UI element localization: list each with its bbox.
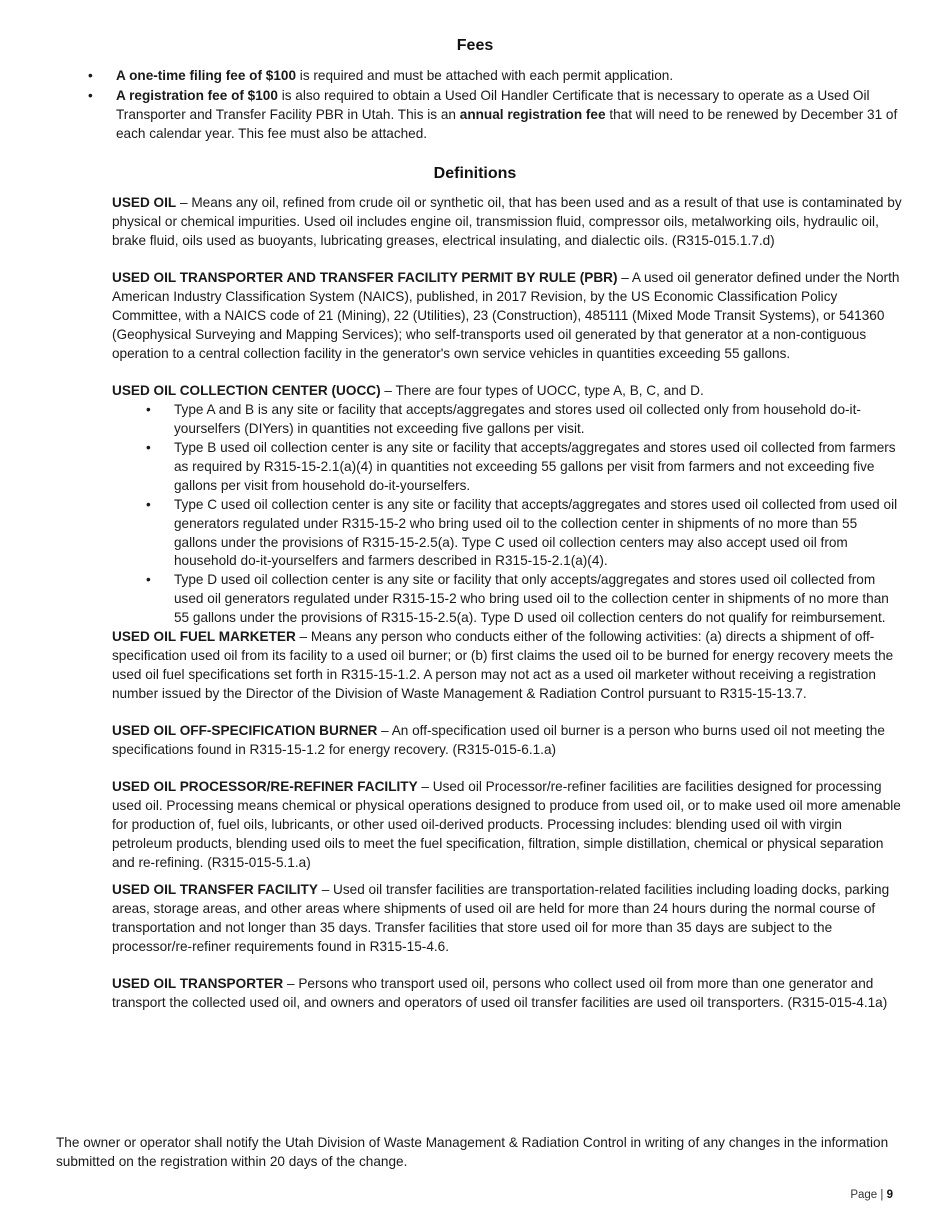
definition-term: USED OIL TRANSFER FACILITY: [112, 882, 318, 897]
bullet-icon: •: [88, 68, 93, 83]
definition-term: USED OIL COLLECTION CENTER (UOCC): [112, 383, 381, 399]
page-number: 9: [886, 1189, 893, 1201]
definition-text: – Used oil Processor/re-refiner facilities are facilities designed for processing used oil. Processing means chemical or physical operations designed to produce from used oil, or to make used oil more amenable for production of, fuel oils, lubricants, or other used oil-derived products. Processing includes: blending used oil with virgin petroleum products, blending used oils to meet the fuel specification, filtration, simple distillation, chemical or physical separation and re-refining. (R315-015-5.1.a): [112, 779, 901, 871]
definition-text: – Means any person who conducts either of the following activities: (a) directs a shipment of off-specification used oil from its facility to a used oil burner; or (b) first claims the used oil to be burned for energy recovery meets the used oil fuel specifications set forth in R315-15-1.2. A person may not act as a used oil marketer without receiving a registration number issued by the Director of the Division of Waste Management & Radiation Control pursuant to R315-15-13.7.: [112, 629, 894, 701]
definition-text: – There are four types of UOCC, type A, B, C, and D.: [380, 383, 704, 399]
definition-term: USED OIL: [112, 195, 177, 210]
uocc-type-text: Type B used oil collection center is any site or facility that accepts/aggregates and stores used oil collected from farmers as required by R315-15-2.1(a)(4) in quantities not exceeding 55 gallons per visit from farmers and not exceeding five gallons per visit from household do-it-yourselfers.: [174, 439, 896, 493]
list-item: [112, 496, 902, 572]
uocc-type-text: Type D used oil collection center is any site or facility that only accepts/aggregates and stores used oil collected from used oil generators regulated under R315-15-2 who bring used oil to the collection center in shipments of no more than 55 gallons under the provisions of R315-15-2.5(a). Type D used oil collection centers do not qualify for reimbursement.: [174, 572, 889, 626]
fee-bold: A one-time filing fee of $100: [116, 68, 297, 83]
definition-text: – A used oil generator defined under the North American Industry Classification System (NAICS), published, in 2017 Revision, by the US Economic Classification Policy Committee, with a NAICS code of 21 (Mining), 22 (Utilities), 23 (Construction), 485111 (Mixed Mode Transit Systems), or 541360 (Geophysical Surveying and Mapping Services); who self-transports used oil generated by that generator at a non-contiguous operation to a central collection facility in the generator's own service vehicles in quantities exceeding 55 gallons.: [112, 270, 900, 361]
list-item: [112, 571, 902, 628]
fee-text: is required and must be attached with each permit application.: [296, 68, 674, 83]
page-footer: [850, 1186, 893, 1205]
page-label: Page |: [850, 1189, 887, 1201]
fee-bold-annual: annual registration fee: [459, 106, 606, 122]
definition-off-spec-burner: [112, 722, 902, 760]
uocc-type-list: [112, 401, 902, 628]
list-item: [88, 67, 900, 86]
bullet-icon: •: [146, 572, 151, 588]
list-item: [88, 87, 900, 144]
bullet-icon: •: [88, 87, 93, 103]
definition-term: USED OIL PROCESSOR/RE-REFINER FACILITY: [112, 779, 418, 795]
uocc-type-text: Type A and B is any site or facility that accepts/aggregates and stores used oil collected only from household do-it-yourselfers (DIYers) in quantities not exceeding five gallons per visit.: [174, 402, 861, 437]
definition-used-oil: [112, 194, 902, 251]
change-notice: The owner or operator shall notify the Utah Division of Waste Management & Radiation Control in writing of any changes in the information submitted on the registration within 20 days of the change.: [56, 1135, 889, 1169]
fees-heading: Fees: [456, 37, 494, 54]
definition-text: – Means any oil, refined from crude oil or synthetic oil, that has been used and as a result of that use is contaminated by physical or chemical impurities. Used oil includes engine oil, transmission fluid, compressor oils, metalworking oils, hydraulic oil, brake fluid, oils used as buoyants, lubricating greases, electrical insulating, and dialectic oils. (R315-015.1.7.d): [112, 195, 902, 248]
definition-text: – Persons who transport used oil, persons who collect used oil from more than one generator and transport the collected used oil, and owners and operators of used oil transfer facilities are used oil transporters. (R315-015-4.1a): [112, 976, 888, 1011]
uocc-type-text: Type C used oil collection center is any site or facility that accepts/aggregates and stores used oil collected from used oil generators regulated under R315-15-2 who bring used oil to the collection center in shipments of no more than 55 gallons under the provisions of R315-15-2.5(a). Type C used oil collection centers may also accept used oil from household do-it-yourselfers and farmers described in R315-15-2.1(a)(4).: [174, 496, 898, 569]
bullet-icon: •: [146, 439, 151, 455]
definition-transfer-facility: [112, 881, 902, 957]
bullet-icon: •: [146, 402, 151, 418]
bullet-icon: •: [146, 496, 151, 512]
list-item: [112, 401, 902, 439]
definition-pbr: [112, 269, 902, 364]
definition-text: – Used oil transfer facilities are transportation-related facilities including loading docks, parking areas, storage areas, and other areas where shipments of used oil are held for more than 24 hours during the normal course of transportation and not longer than 35 days. Transfer facilities that store used oil for more than 35 days are subject to the processor/re-refiner requirements found in R315-15-4.6.: [112, 882, 890, 954]
definition-transporter: [112, 975, 902, 1013]
fee-text: that will need to be renewed by December 31 of each calendar year. This fee must also be attached.: [116, 106, 898, 141]
definition-processor: [112, 778, 902, 873]
definitions-heading: Definitions: [433, 165, 517, 182]
list-item: [112, 439, 902, 496]
fee-text: is also required to obtain a Used Oil Handler Certificate that is necessary to operate as a Used Oil Transporter and Transfer Facility PBR in Utah. This is an: [116, 87, 870, 122]
fee-bold: A registration fee of $100: [116, 87, 278, 103]
definition-term: USED OIL TRANSPORTER AND TRANSFER FACILITY PERMIT BY RULE (PBR): [112, 270, 618, 286]
definition-term: USED OIL TRANSPORTER: [112, 976, 284, 992]
fees-list: [88, 67, 900, 145]
definition-term: USED OIL FUEL MARKETER: [112, 629, 296, 645]
definition-uocc: [112, 382, 902, 401]
definitions-section: [112, 194, 902, 1031]
definition-text: – An off-specification used oil burner is a person who burns used oil not meeting the specifications found in R315-15-1.2 for energy recovery. (R315-015-6.1.a): [112, 723, 885, 758]
definition-fuel-marketer: [112, 628, 902, 704]
definition-term: USED OIL OFF-SPECIFICATION BURNER: [112, 723, 378, 739]
